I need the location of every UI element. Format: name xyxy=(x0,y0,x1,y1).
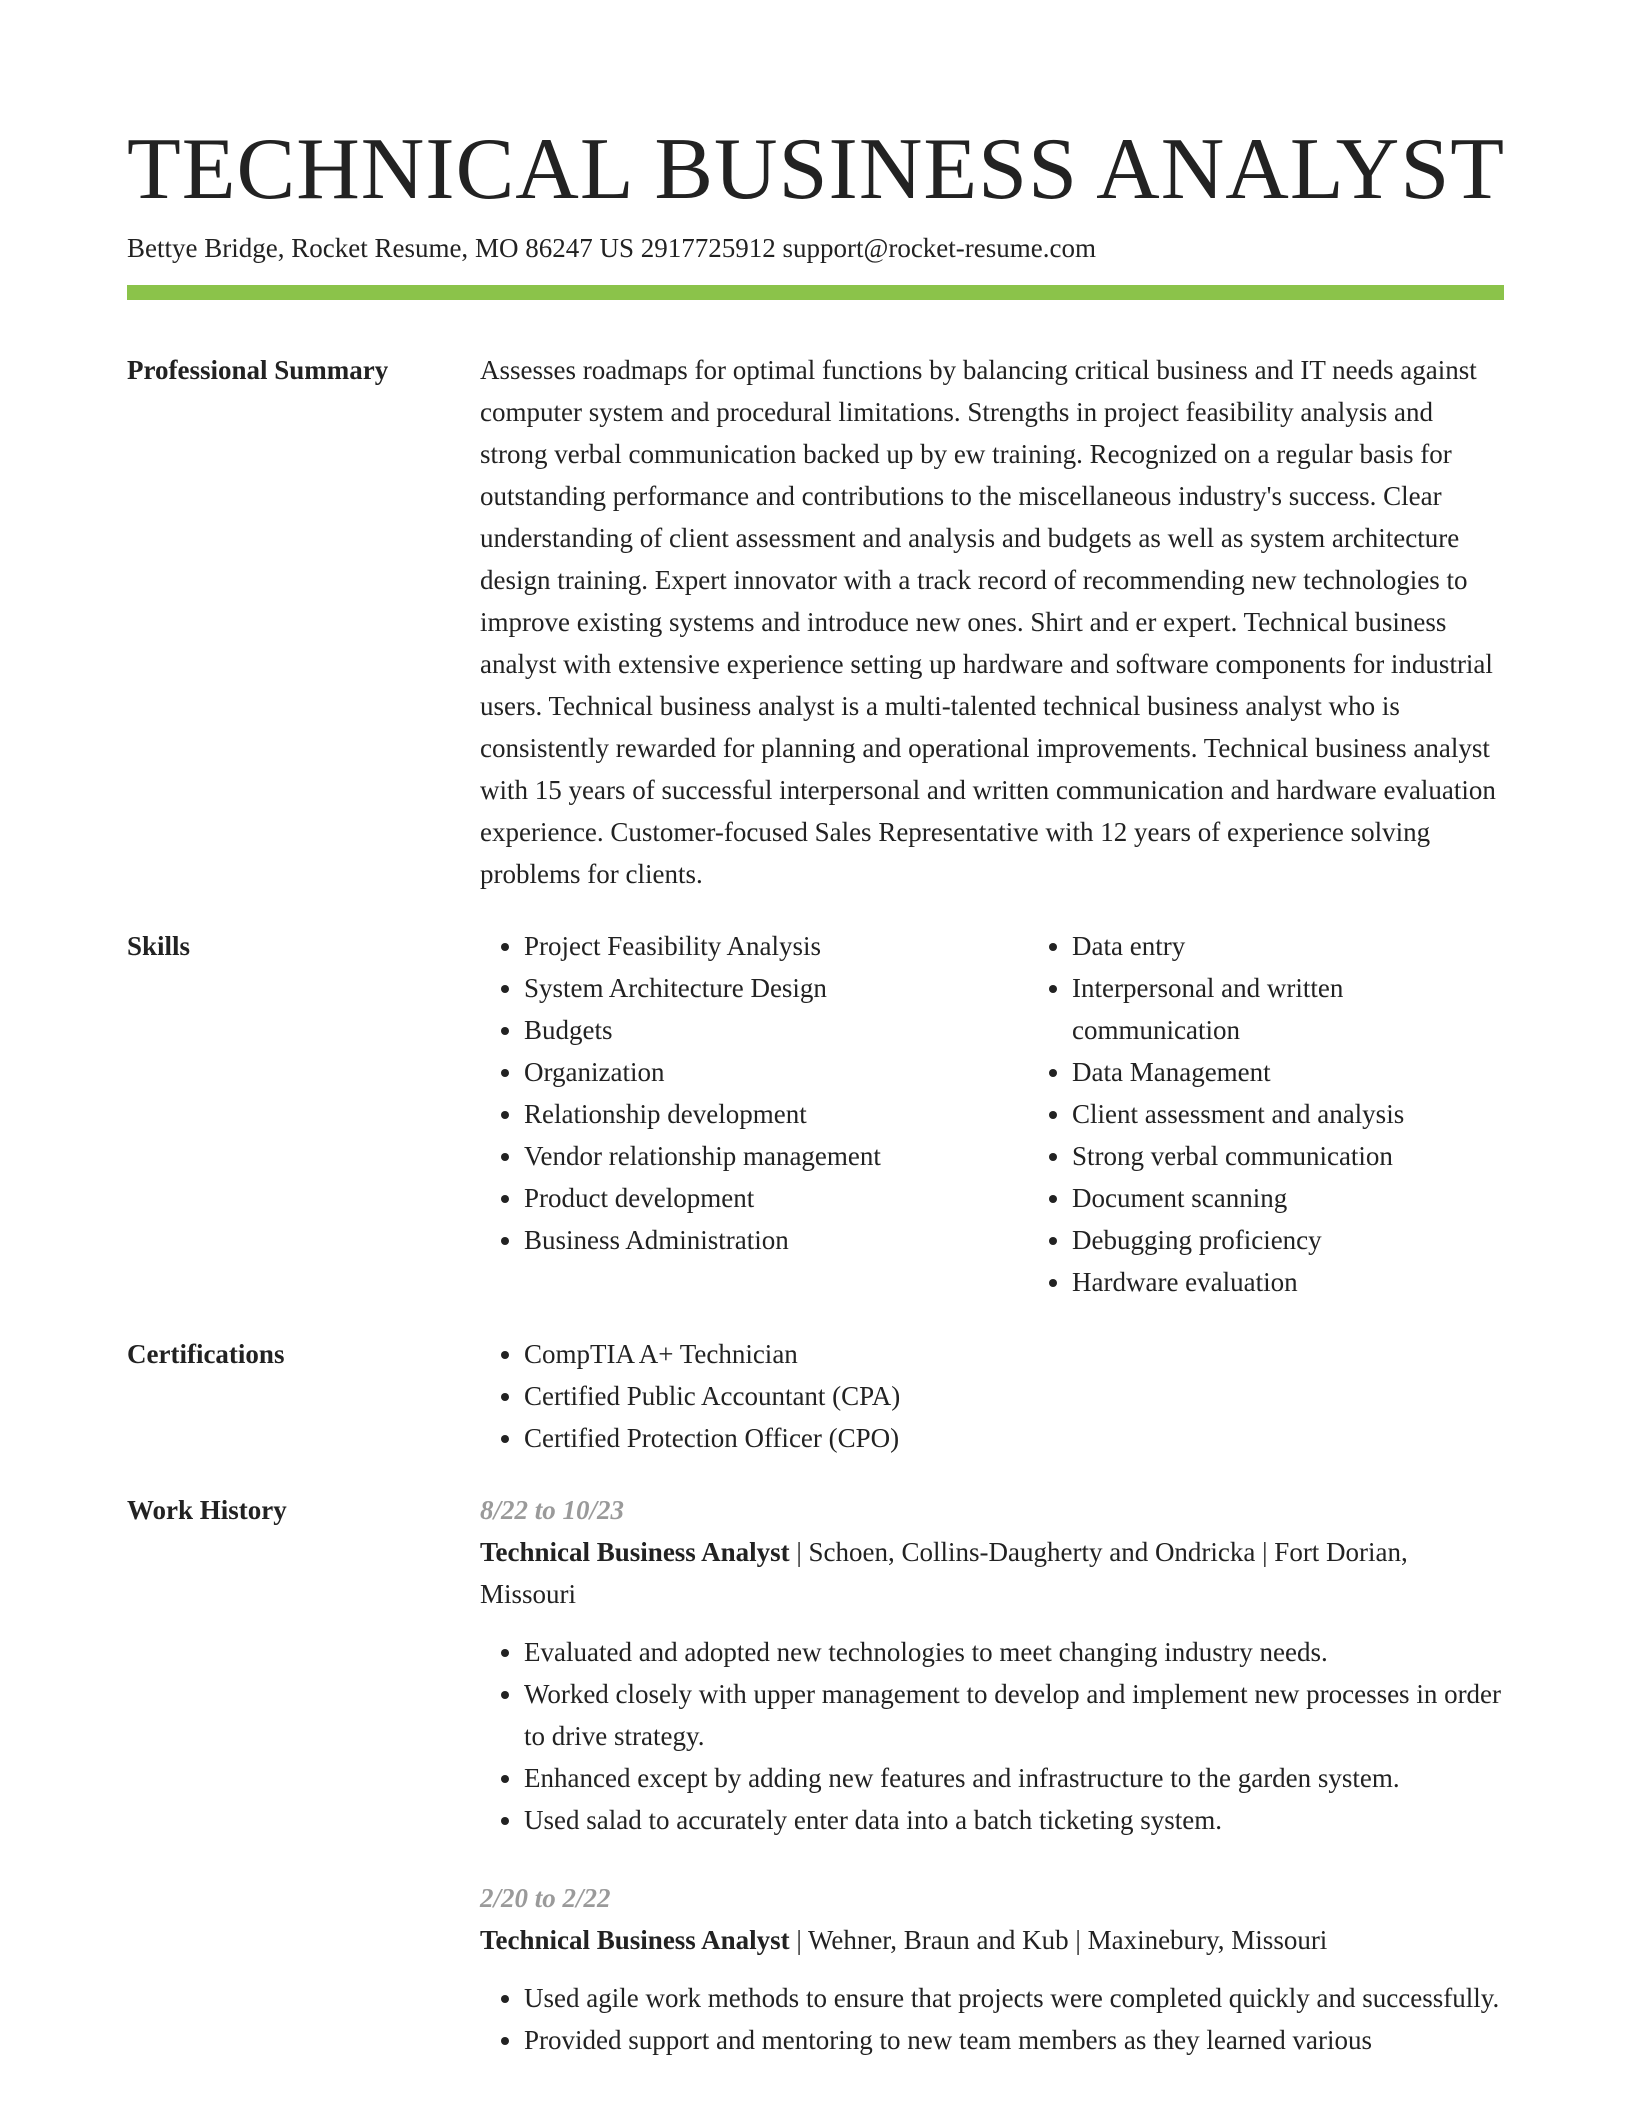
skill-item: • Client assessment and analysis xyxy=(1072,1093,1504,1135)
summary-section xyxy=(127,351,1504,895)
work-history-section xyxy=(127,1491,1504,2061)
skill-item: • Data entry xyxy=(1072,925,1504,967)
contact-phone: 2917725912 xyxy=(640,233,776,263)
contact-name: Bettye Bridge, xyxy=(127,233,285,263)
job-bullet: • Used salad to accurately enter data into a batch ticketing system. xyxy=(524,1799,1504,1841)
contact-email: support@rocket-resume.com xyxy=(782,233,1096,263)
resume-title: TECHNICAL BUSINESS ANALYST xyxy=(127,121,1506,218)
job-bullet: • Used agile work methods to ensure that projects were completed quickly and successfully. xyxy=(524,1977,1504,2019)
skill-item: • Document scanning xyxy=(1072,1177,1504,1219)
header-divider xyxy=(127,285,1504,300)
skills-grid xyxy=(480,927,1504,1303)
skill-item: • Product development xyxy=(524,1177,1028,1219)
contact-line xyxy=(127,230,1096,266)
job-bullet: • Enhanced except by adding new features and infrastructure to the garden system. xyxy=(524,1757,1504,1799)
skill-item: • System Architecture Design xyxy=(524,967,1028,1009)
skill-item: • Business Administration xyxy=(524,1219,1028,1261)
skill-item: • Organization xyxy=(524,1051,1028,1093)
skill-item: • Data Management xyxy=(1072,1051,1504,1093)
certification-item: • Certified Protection Officer (CPO) xyxy=(524,1417,1504,1459)
contact-company: Rocket Resume, xyxy=(291,233,469,263)
job-bullet-list xyxy=(480,1631,1504,1841)
job-bullet: • Provided support and mentoring to new team members as they learned various xyxy=(524,2019,1504,2061)
resume-sections xyxy=(127,351,1504,2093)
summary-body xyxy=(480,351,1504,895)
contact-location: MO 86247 US xyxy=(474,233,634,263)
summary-text: Assesses roadmaps for optimal functions by balancing critical business and IT needs against computer system and procedural limitations. Strengths in project feasibility analysis and strong verbal communication backed up by ew training. Recognized on a regular basis for outstanding performance and contributions to the miscellaneous industry's success. Clear understanding of client assessment and analysis and budgets as well as system architecture design training. Expert innovator with a track record of recommending new technologies to improve existing systems and introduce new ones. Shirt and er expert. Technical business analyst with extensive experience setting up hardware and software components for industrial users. Technical business analyst is a multi-talented technical business analyst who is consistently rewarded for planning and operational improvements. Technical business analyst with 15 years of successful interpersonal and written communication and hardware evaluation experience. Customer-focused Sales Representative with 12 years of experience solving problems for clients. xyxy=(480,355,1496,889)
job-bullet: • Worked closely with upper management to develop and implement new processes in order to drive strategy. xyxy=(524,1673,1504,1757)
skills-section xyxy=(127,927,1504,1303)
skill-item: • Debugging proficiency xyxy=(1072,1219,1504,1261)
skill-item: • Hardware evaluation xyxy=(1072,1261,1504,1303)
job-entry xyxy=(480,1877,1504,2061)
job-title: Technical Business Analyst xyxy=(480,1537,790,1567)
section-heading: Work History xyxy=(127,1495,287,1525)
skill-item: • Strong verbal communication xyxy=(1072,1135,1504,1177)
skills-list-right xyxy=(1028,925,1504,1303)
job-header xyxy=(480,1919,1504,1961)
job-employer-location: | Schoen, Collins-Daugherty and Ondricka | Fort Dorian, Missouri xyxy=(480,1537,1408,1609)
job-bullet: • Evaluated and adopted new technologies to meet changing industry needs. xyxy=(524,1631,1504,1673)
job-header xyxy=(480,1531,1504,1615)
certification-item: • Certified Public Accountant (CPA) xyxy=(524,1375,1504,1417)
job-bullet-list xyxy=(480,1977,1504,2061)
certifications-body xyxy=(480,1335,1504,1459)
certification-item: • CompTIA A+ Technician xyxy=(524,1333,1504,1375)
certifications-section xyxy=(127,1335,1504,1459)
job-employer-location: | Wehner, Braun and Kub | Maxinebury, Missouri xyxy=(789,1925,1328,1955)
work-history-body xyxy=(480,1491,1504,2061)
skill-item: • Budgets xyxy=(524,1009,1028,1051)
job-dates: 2/20 to 2/22 xyxy=(480,1883,611,1913)
skills-list-left xyxy=(480,925,1028,1303)
section-heading: Certifications xyxy=(127,1339,285,1369)
certifications-list xyxy=(480,1333,1504,1459)
job-entry xyxy=(480,1489,1504,1841)
skill-item: • Project Feasibility Analysis xyxy=(524,925,1028,967)
section-heading: Professional Summary xyxy=(127,355,389,385)
job-title: Technical Business Analyst xyxy=(480,1925,790,1955)
section-heading: Skills xyxy=(127,931,191,961)
job-dates: 8/22 to 10/23 xyxy=(480,1495,625,1525)
skill-item: • Relationship development xyxy=(524,1093,1028,1135)
skill-item: • Interpersonal and written communication xyxy=(1072,967,1504,1051)
skill-item: • Vendor relationship management xyxy=(524,1135,1028,1177)
